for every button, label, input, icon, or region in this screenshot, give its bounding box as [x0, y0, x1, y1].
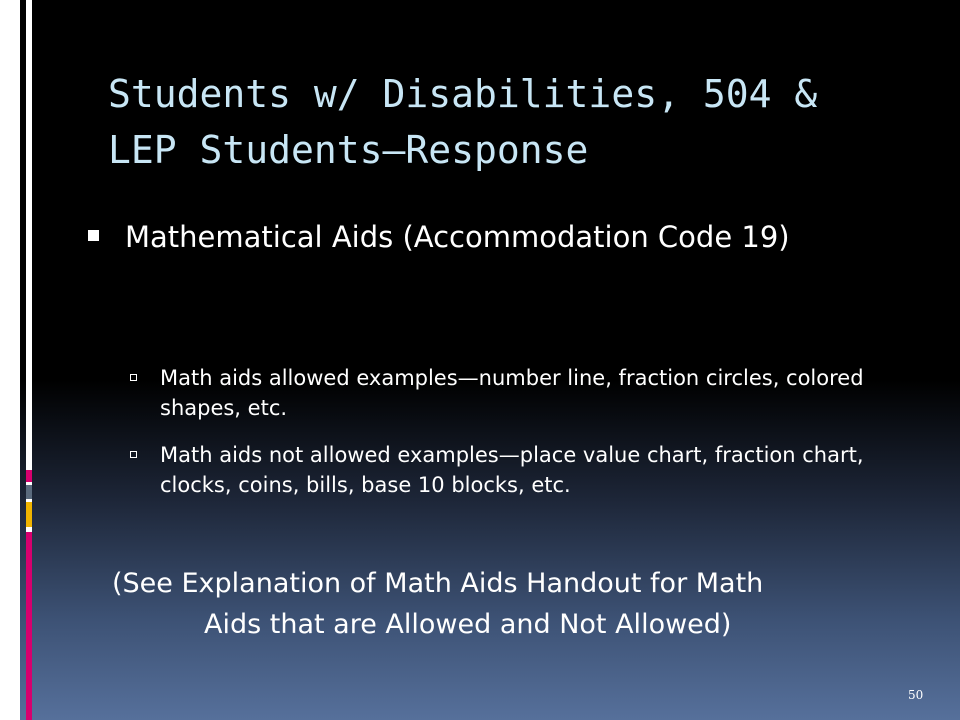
title-line-2: LEP Students—Response	[108, 128, 589, 172]
gray-accent	[26, 485, 32, 499]
hollow-square-bullet-icon	[130, 451, 137, 458]
sub-bullet-text: Math aids not allowed examples—place value chart, fraction chart, clocks, coins, bills, base 10 blocks, etc.	[160, 443, 864, 497]
yellow-accent	[26, 502, 32, 527]
sub-bullet-allowed	[130, 363, 870, 423]
main-bullet-text: Mathematical Aids (Accommodation Code 19)	[125, 220, 790, 254]
main-bullet	[88, 216, 848, 258]
note-line-2: Aids that are Allowed and Not Allowed)	[204, 609, 732, 640]
title-line-1: Students w/ Disabilities, 504 &	[108, 72, 818, 116]
magenta-accent-long	[26, 532, 32, 720]
page-number: 50	[908, 688, 924, 702]
handout-note	[112, 563, 872, 645]
sub-bullet-text: Math aids allowed examples—number line, fraction circles, colored shapes, etc.	[160, 366, 864, 420]
slide-title	[108, 66, 908, 178]
note-line-1: (See Explanation of Math Aids Handout for Math	[112, 568, 764, 599]
magenta-accent-small	[26, 470, 32, 482]
square-bullet-icon	[88, 230, 99, 241]
left-decor-bar	[0, 0, 20, 720]
hollow-square-bullet-icon	[130, 374, 137, 381]
sub-bullet-not-allowed	[130, 440, 870, 500]
